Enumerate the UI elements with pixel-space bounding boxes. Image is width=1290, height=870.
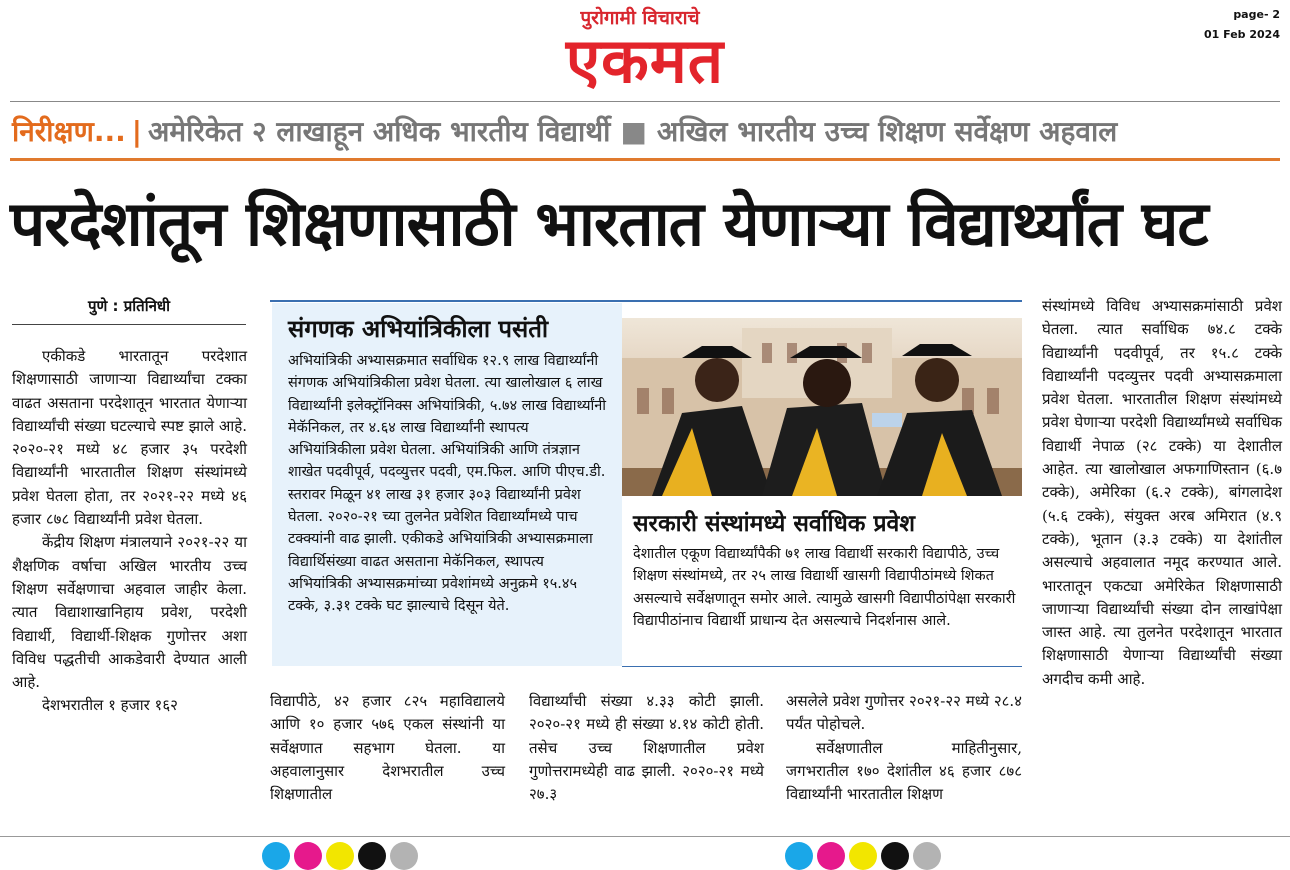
paragraph: विद्यार्थ्यांची संख्या ४.३३ कोटी झाली. २०२०-२१ मध्ये ही संख्या ४.१४ कोटी होती. तसेच उच्च शिक्षणातील प्रवेश गुणोत्तरामध्येही वाढ झाली. २०२०-२१ मध्ये २७.३ xyxy=(529,692,764,804)
kicker-part1: अमेरिकेत २ लाखाहून अधिक भारतीय विद्यार्थी xyxy=(147,115,611,148)
masthead-rule xyxy=(10,101,1280,102)
sidebar-bottom-rule xyxy=(622,666,1022,667)
feature-box-top-rule xyxy=(270,300,1022,302)
color-registration-marks-left xyxy=(262,842,418,866)
paragraph: केंद्रीय शिक्षण मंत्रालयाने २०२१-२२ या शैक्षणिक वर्षाचा अखिल भारतीय उच्च शिक्षण सर्वेक्षणाचा अहवाल जाहीर केला. त्यात विद्याशाखानिहाय प्रवेश, परदेशी विद्यार्थी, विद्यार्थी-शिक्षक गुणोत्तर अशा विविध पद्धतीची आकडेवारी देण्यात आली आहे. xyxy=(12,533,247,692)
page-number: page- 2 xyxy=(1233,8,1280,21)
kicker-separator: | xyxy=(131,115,142,148)
paragraph: एकीकडे भारतातून परदेशात शिक्षणासाठी जाणाऱ्या विद्यार्थ्यांचा टक्का वाढत असताना परदेशातून भारतात येणाऱ्या विद्यार्थ्यांची संख्या घटल्याचे स्पष्ट झाले आहे. २०२०-२१ मध्ये ४८ हजार ३५ परदेशी विद्यार्थ्यांनी भारतातील शिक्षण संस्थांमध्ये प्रवेश घेतला होता, तर २०२१-२२ मध्ये ४६ हजार ८७८ विद्यार्थ्यांनी प्रवेश घेतला. xyxy=(12,347,247,529)
kicker-line xyxy=(12,112,1282,152)
kicker-label: निरीक्षण... xyxy=(12,115,126,148)
paragraph: असलेले प्रवेश गुणोत्तर २०२१-२२ मध्ये २८.४ पर्यंत पोहोचले. xyxy=(786,692,1022,734)
headline: परदेशांतून शिक्षणासाठी भारतात येणाऱ्या विद्यार्थ्यांत घट xyxy=(10,187,1208,260)
feature-box-text: अभियांत्रिकी अभ्यासक्रमात सर्वाधिक १२.९ लाख विद्यार्थ्यांनी संगणक अभियांत्रिकीला प्रवेश घेतला. त्या खालोखाल ६ लाख विद्यार्थ्यांनी इलेक्ट्रॉनिक्स अभियांत्रिकी, ५.७४ लाख विद्यार्थ्यांनी मेकॅनिकल, तर ४.६४ लाख विद्यार्थ्यांनी स्थापत्य अभियांत्रिकीला प्रवेश घेतला. अभियांत्रिकी आणि तंत्रज्ञान शाखेत पदवीपूर्व, पदव्युत्तर पदवी, एम.फिल. आणि पीएच.डी. स्तरावर मिळून ४१ लाख ३१ हजार ३०३ विद्यार्थ्यांनी प्रवेश घेतला. २०२०-२१ च्या तुलनेत प्रवेशित विद्यार्थ्यांमध्ये पाच टक्क्यांनी वाढ झाली. एकीकडे अभियांत्रिकी अभ्यासक्रमाला विद्यार्थिसंख्या वाढत असताना मेकॅनिकल, स्थापत्य अभियांत्रिकी अभ्यासक्रमांच्या प्रवेशांमध्ये अनुक्रमे १५.४५ टक्के, ३.३१ टक्के घट झाल्याचे दिसून येते. xyxy=(288,353,607,615)
paragraph: सर्वेक्षणातील माहितीनुसार, जगभरातील १७० देशांतील ४६ हजार ८७८ विद्यार्थ्यांनी भारतातील शिक्षण xyxy=(786,738,1022,804)
newspaper-logo: एकमत xyxy=(565,24,725,97)
article-column-5 xyxy=(1042,295,1282,691)
article-column-4 xyxy=(786,690,1022,806)
masthead-tagline: पुरोगामी विचाराचे xyxy=(580,7,700,29)
kicker-rule xyxy=(10,158,1280,161)
kicker-part2: अखिल भारतीय उच्च शिक्षण सर्वेक्षण अहवाल xyxy=(656,115,1118,148)
color-registration-marks-right xyxy=(785,842,941,866)
byline: पुणे : प्रतिनिधी xyxy=(87,297,171,315)
feature-box-title: संगणक अभियांत्रिकीला पसंती xyxy=(288,315,549,343)
byline-rule xyxy=(12,324,246,325)
footer-rule xyxy=(0,836,1290,837)
page-date: 01 Feb 2024 xyxy=(1204,28,1280,41)
graduates-photo xyxy=(622,318,1022,496)
article-column-3 xyxy=(529,690,764,806)
paragraph: संस्थांमध्ये विविध अभ्यासक्रमांसाठी प्रवेश घेतला. त्यात सर्वाधिक ७४.८ टक्के विद्यार्थ्यांनी पदवीपूर्व, तर १५.८ टक्के विद्यार्थ्यांनी पदव्युत्तर पदवी अभ्यासक्रमाला प्रवेश घेतला. भारतातील शिक्षण संस्थांमध्ये प्रवेश घेणाऱ्या परदेशी विद्यार्थ्यांमध्ये सर्वाधिक विद्यार्थी नेपाळ (२८ टक्के) या देशातील आहेत. त्या खालोखाल अफगाणिस्तान (६.७ टक्के), अमेरिका (६.२ टक्के), बांगलादेश (५.६ टक्के), संयुक्त अरब अमिरात (४.९ टक्के), भूतान (३.३ टक्के) या देशांतील असल्याचे अहवालात नमूद करण्यात आले. भारतातून एकट्या अमेरिकेत शिक्षणासाठी जाणाऱ्या विद्यार्थ्यांची संख्या दोन लाखांपेक्षा जास्त आहे. त्या तुलनेत परदेशातून भारतात शिक्षणासाठी येणाऱ्या विद्यार्थ्यांची संख्या अगदीच कमी आहे. xyxy=(1042,297,1282,688)
article-column-2 xyxy=(270,690,505,806)
article-column-1 xyxy=(12,345,247,718)
paragraph: विद्यापीठे, ४२ हजार ८२५ महाविद्यालये आणि १० हजार ५७६ एकल संस्थांनी या सर्वेक्षणात सहभाग घेतला. या अहवालानुसार देशभरातील उच्च शिक्षणातील xyxy=(270,692,505,804)
paragraph: देशभरातील १ हजार १६२ xyxy=(42,696,178,715)
square-bullet-icon: ■ xyxy=(620,115,647,148)
graduates-illustration xyxy=(622,318,1022,496)
sidebar-title: सरकारी संस्थांमध्ये सर्वाधिक प्रवेश xyxy=(633,511,915,537)
sidebar-text: देशातील एकूण विद्यार्थ्यांपैकी ७१ लाख विद्यार्थी सरकारी विद्यापीठे, उच्च शिक्षण संस्थांमध्ये, तर २५ लाख विद्यार्थी खासगी विद्यापीठांमध्ये शिकत असल्याचे सर्वेक्षणातून समोर आले. त्यामुळे खासगी विद्यापीठांपेक्षा सरकारी विद्यापीठांनाच विद्यार्थी प्राधान्य देत असल्याचे निदर्शनास आले. xyxy=(633,546,1016,629)
